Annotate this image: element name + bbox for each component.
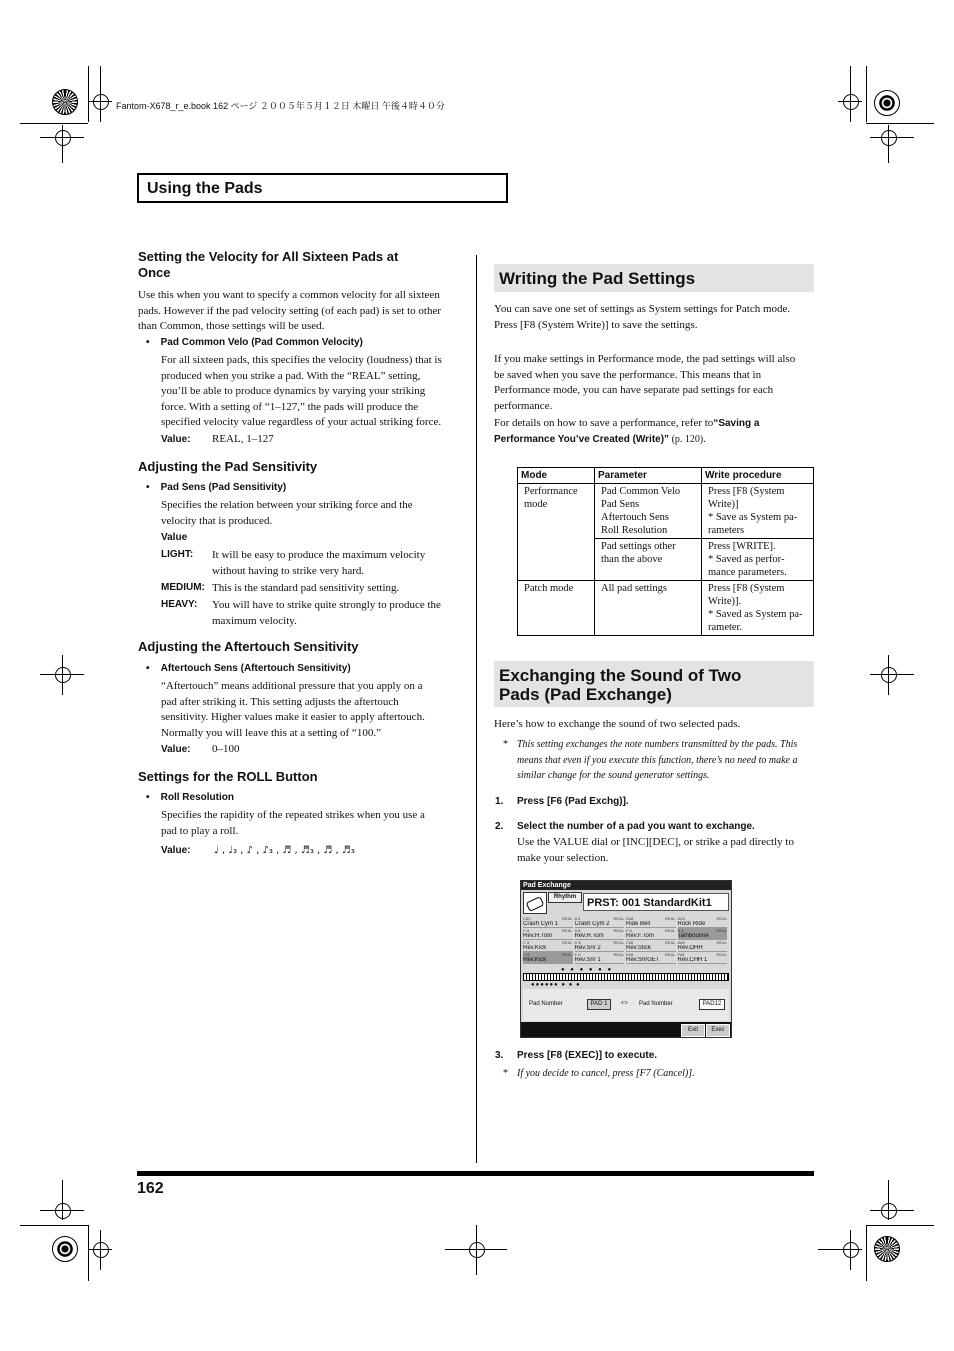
pad-tone-name: Rev.H.Tom [574,933,604,939]
velocity-intro: Use this when you want to specify a common velocity for all sixteen pads. However if the pad velocity setting (of each pad) is set to other than Common, those settings will be used. [138,289,442,332]
pad-velocity-type: REAL [562,940,573,945]
pad-tone-name: Rev.F.Tom [626,933,654,939]
pad-note: A#8 [677,940,685,945]
pad-cell[interactable] [626,940,676,952]
pad-velocity-type: REAL [613,952,624,957]
sensitivity-desc: Specifies the relation between your striking force and the velocity that is produced. [161,499,413,527]
pad-note: F#8 [677,952,685,957]
pad-tone-name: Rev.Snr 2 [574,945,601,951]
pad-velocity-type: REAL [562,916,573,921]
table-row: Patch mode All pad settings Press [F8 (System Write)]. * Saved as System pa- rameter. [518,581,814,636]
pad-note: E 8 [574,952,581,957]
step2-number: 2. [495,821,504,832]
pad-cell[interactable] [626,928,676,940]
step1-number: 1. [495,796,504,807]
footer-rule [137,1171,814,1176]
pad-cell[interactable] [523,952,573,964]
pad-number-label-1: Pad Number [529,1001,563,1007]
pad-cell[interactable] [523,928,573,940]
pad-velocity-type: REAL [665,916,676,921]
exec-button[interactable]: Exec [706,1024,730,1037]
key-markers: ● ● ● ● ● ● [561,967,614,973]
pad-note: C 8 [523,952,530,957]
pad-note: C 8 [523,928,530,933]
patch-name: PRST: 001 StandardKit1 [583,893,729,911]
pad-tone-name: Rev.Kick [523,957,547,963]
pad-note: F 8 [626,928,632,933]
pad-velocity-type: REAL [665,940,676,945]
aftertouch-value-label: Value: [161,744,191,755]
pad-tone-name: Rev.CHH 1 [677,957,708,963]
writing-heading: Writing the Pad Settings [499,269,696,288]
pad-velocity-type: REAL [665,928,676,933]
velocity-bullet: • Pad Common Velo (Pad Common Velocity) [146,337,363,348]
table-row: Performance mode Pad Common Velo Pad Sens Aftertouch Sens Roll Resolution Press [F8 (System Write)] * Save as System pa- rameters [518,484,814,539]
exchange-intro: Here’s how to exchange the sound of two selected pads. [494,718,741,730]
sensitivity-bullet: • Pad Sens (Pad Sensitivity) [146,482,287,493]
exchange-arrow-icon: ⇔ [619,996,630,1008]
exchange-heading-box [494,661,814,707]
note2-mark: * [503,1068,508,1079]
column-divider [476,255,477,1163]
roll-value-label: Value: [161,845,191,856]
aftertouch-value: 0–100 [212,743,240,755]
page-number: 162 [137,1180,164,1197]
pad-velocity-type: REAL [562,952,573,957]
pad-tone-name: Rev.Snr 1 [574,957,601,963]
pad-note: D#X [677,916,686,921]
pad-velocity-type: REAL [613,928,624,933]
light-label: LIGHT: [161,549,194,560]
pad-velocity-type: REAL [613,916,624,921]
pad-note: B 8 [677,928,684,933]
step1-text: Press [F6 (Pad Exchg)]. [517,796,629,807]
writing-p3: For details on how to save a performance, refer to“Saving a Performance You’ve Created (Write)” (p. 120). [494,417,760,445]
pad-tone-name: Rev.Stick [626,945,651,951]
step3-number: 3. [495,1050,504,1061]
light-desc: It will be easy to produce the maximum velocity without having to strike very hard. [212,549,426,577]
pad-tone-name: Crash Cym 2 [574,921,610,927]
step2-text: Select the number of a pad you want to exchange. [517,821,755,832]
pad-note: C#8 [626,940,634,945]
pad-number-label-2: Pad Number [639,1001,673,1007]
pad-cell[interactable] [678,916,728,928]
pad-velocity-type: REAL [716,916,727,921]
write-procedure-table [517,467,814,636]
screen-title: Pad Exchange [523,882,571,889]
note-mark: * [503,739,508,750]
pad-velocity-type: REAL [613,940,624,945]
pad-note: C8X [523,916,531,921]
exit-button[interactable]: Exit [681,1024,705,1037]
aftertouch-heading: Adjusting the Aftertouch Sensitivity [138,639,359,654]
pad-cell[interactable] [575,928,625,940]
roll-bullet: • Roll Resolution [146,792,234,803]
table-row: Pad settings other than the above Press [WRITE]. * Saved as perfor- mance parameters. [518,539,814,581]
pad-number-field-1[interactable]: PAD 1 [587,999,611,1010]
key-markers-2: ●●●●●● ● ● ● [531,982,581,988]
sensitivity-heading: Adjusting the Pad Sensitivity [138,459,318,474]
chapter-title-box [137,173,508,203]
pad-cell[interactable] [678,928,728,940]
heavy-label: HEAVY: [161,599,198,610]
velocity-desc: For all sixteen pads, this specifies the velocity (loudness) that is produced when you strike a pad. With the “REAL” setting, you’ll be able to produce dynamics by varying your striking force. With a setting of “1–127,” the pads will produce the specified velocity value regardless of your actual striking force. [161,354,442,428]
sensitivity-value-label: Value [161,532,188,543]
pad-exchange-screen [520,880,732,1038]
pad-note: C 8 [523,940,530,945]
pad-note: A 8 [574,916,581,921]
pad-note: D#8 [626,916,634,921]
pad-tone-name: Rev.SnrGET [626,957,660,963]
pad-cell[interactable] [678,940,728,952]
pad-tone-name: Tambourine [677,933,709,939]
medium-label: MEDIUM: [161,582,205,593]
pad-cell[interactable] [678,952,728,964]
pad-tone-name: Crash Cym 1 [523,921,559,927]
pad-cell[interactable] [523,916,573,928]
pad-velocity-type: REAL [716,928,727,933]
pad-tone-name: Rock Ride [677,921,706,927]
writing-p1: You can save one set of settings as System settings for Patch mode. Press [F8 (System Write)] to save the settings. [494,303,791,331]
aftertouch-desc: “Aftertouch” means additional pressure that you apply on a pad after striking it. This setting adjusts the aftertouch sensitivity. Higher values make it easier to apply aftertouch. Normally you will leave this at a setting of “100.” [161,680,425,739]
roll-desc: Specifies the rapidity of the repeated strikes when you use a pad to play a roll. [161,809,425,837]
chapter-title: Using the Pads [147,180,263,197]
writing-heading-box [494,264,814,292]
mode-indicator: Rhythm [548,892,582,903]
pad-number-field-2[interactable]: PAD12 [699,999,725,1010]
heavy-desc: You will have to strike quite strongly to produce the maximum velocity. [212,599,441,627]
pad-tone-name: Ride Bell [626,921,651,927]
velocity-heading: Setting the Velocity for All Sixteen Pads at Once [138,249,399,280]
pad-tone-name: Rev.OHH [677,945,703,951]
exchange-note: This setting exchanges the note numbers transmitted by the pads. This means that even if you execute this function, there’s no need to make a similar change for the sound generator settings. [517,739,798,781]
pad-note: D 8 [574,940,581,945]
step3-text: Press [F8 (EXEC)] to execute. [517,1050,658,1061]
pad-cell[interactable] [575,940,625,952]
aftertouch-bullet: • Aftertouch Sens (Aftertouch Sensitivity) [146,663,351,674]
pad-cell[interactable] [626,952,676,964]
keyboard-strip [523,973,729,981]
pad-tone-name: Rev.Kick [523,945,547,951]
pad-velocity-type: REAL [562,928,573,933]
pad-cell[interactable] [575,952,625,964]
pad-cell[interactable] [523,940,573,952]
writing-p2: If you make settings in Performance mode, the pad settings will also be saved when you save the performance. This means that in Performance mode, you can have separate pad settings for each performance. [494,353,796,412]
pad-cell[interactable] [626,916,676,928]
pad-tone-name: Rev.H.Tom [523,933,553,939]
drum-icon [523,892,547,914]
exchange-heading: Exchanging the Sound of Two Pads (Pad Exchange) [499,666,742,704]
velocity-value: REAL, 1–127 [212,433,274,445]
pad-velocity-type: REAL [716,940,727,945]
step2-desc: Use the VALUE dial or [INC][DEC], or strike a pad directly to make your selection. [517,836,794,864]
pad-velocity-type: REAL [716,952,727,957]
pad-velocity-type: REAL [665,952,676,957]
pad-note: E#8 [626,952,634,957]
medium-desc: This is the standard pad sensitivity setting. [212,582,400,594]
pad-cell[interactable] [575,916,625,928]
roll-heading: Settings for the ROLL Button [138,769,318,784]
table-header-row: Mode Parameter Write procedure [518,468,814,484]
exchange-note-2: If you decide to cancel, press [F7 (Cancel)]. [517,1068,695,1079]
velocity-value-label: Value: [161,434,191,445]
print-info: Fantom-X678_r_e.book 162 ページ ２００５年５月１２日 木曜日 午後４時４０分 [116,101,445,111]
pad-note: A 8 [574,928,581,933]
roll-value-notes: ♩ , ♩₃ , ♪ , ♪₃ , ♬ , ♬₃ , ♬ , ♬₃ [214,845,355,856]
